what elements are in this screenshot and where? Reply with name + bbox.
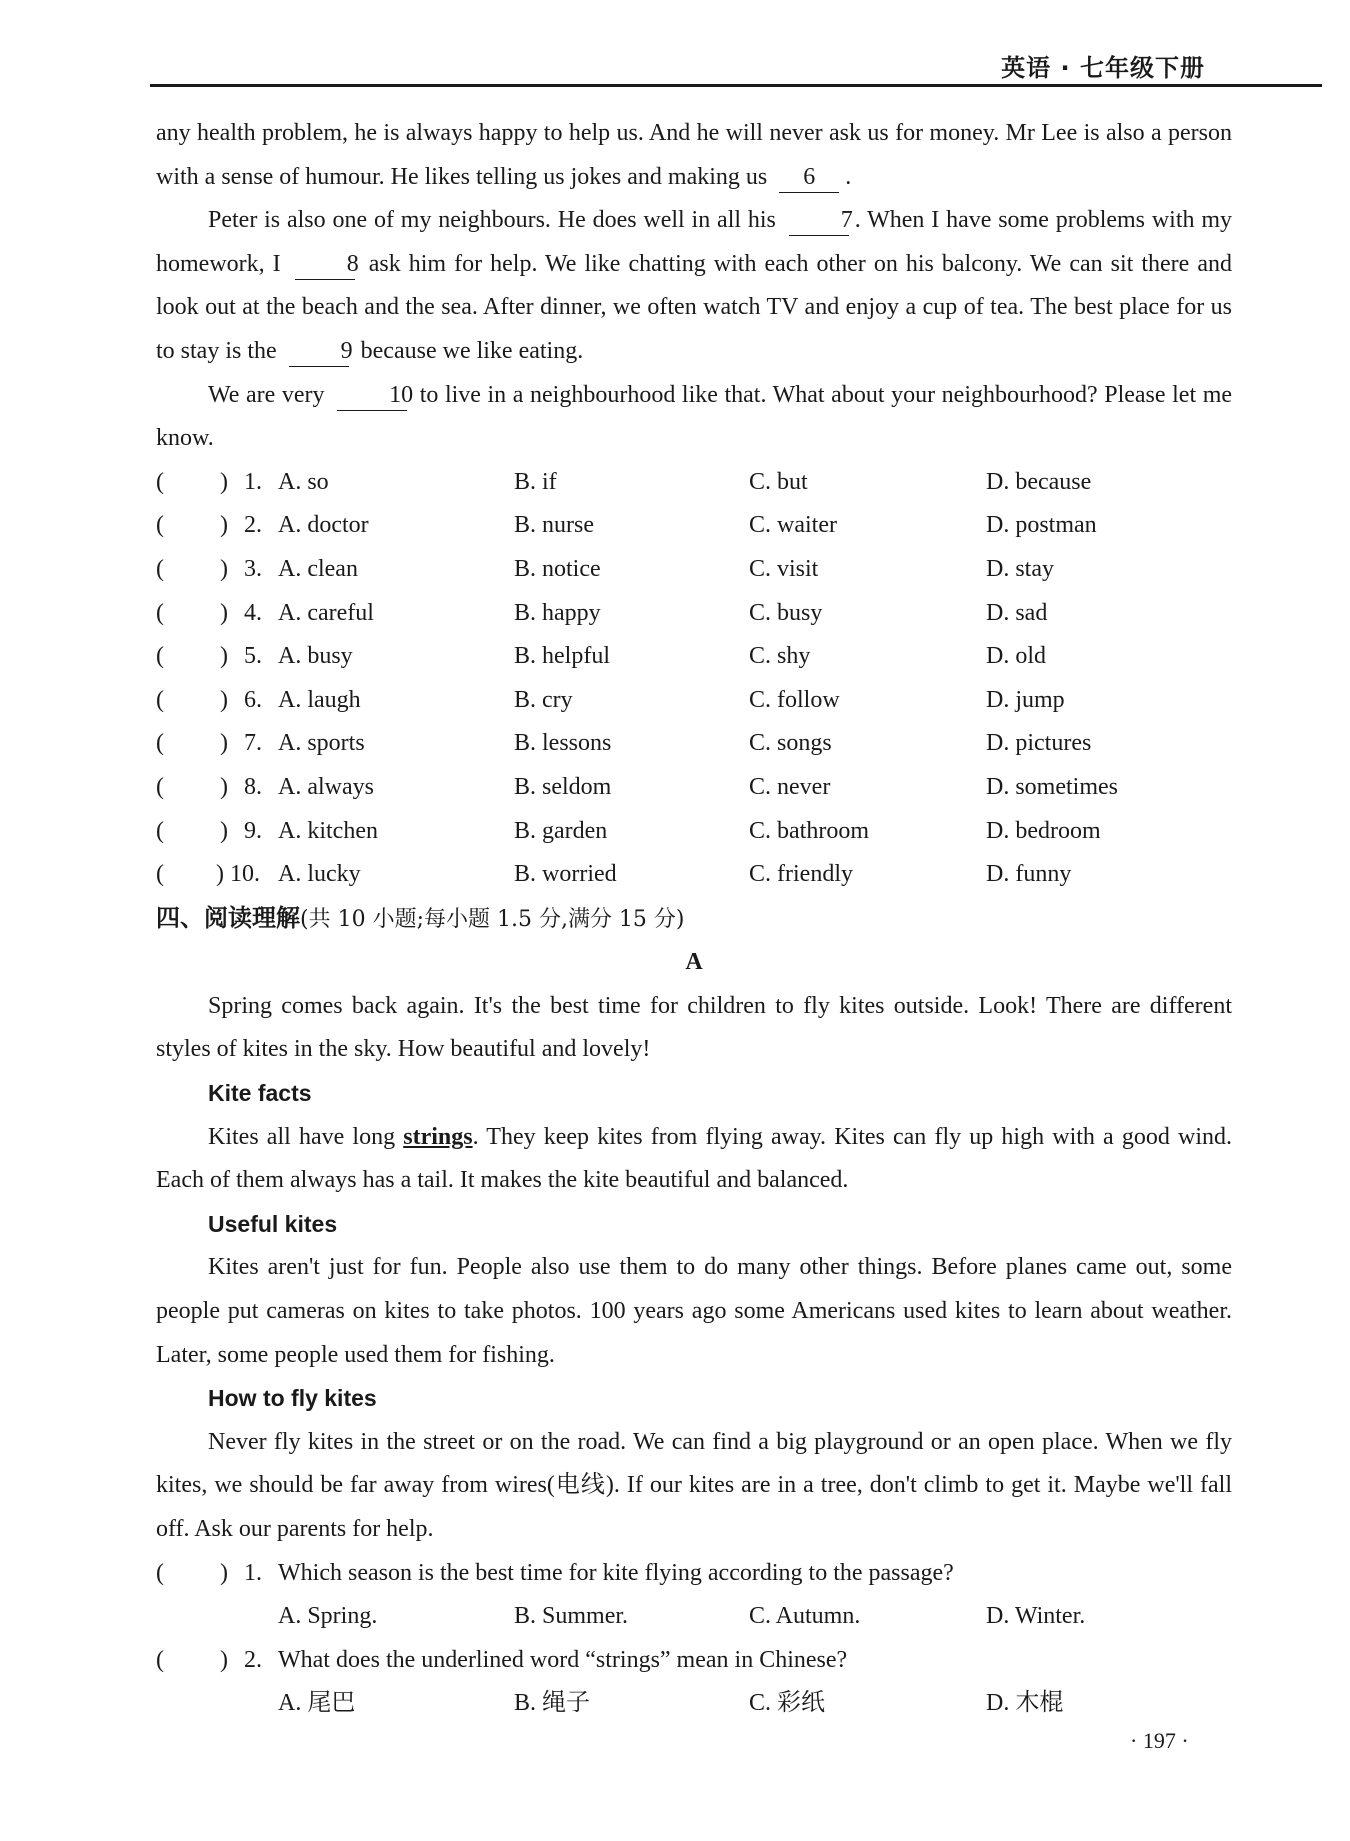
- answer-paren-left: (: [156, 730, 164, 757]
- option-d: D. because: [986, 468, 1092, 495]
- passage-intro: Spring comes back again. It's the best time for children to fly kites outside. Look! There are different styles of kites in the sky. How beautiful and lovely!: [156, 992, 1232, 1063]
- blank-10: 10: [337, 380, 407, 411]
- question-text: Which season is the best time for kite flying according to the passage?: [278, 1559, 954, 1586]
- text-span: .: [845, 163, 852, 190]
- option-b: B. Summer.: [514, 1603, 629, 1630]
- option-a: A. careful: [278, 599, 374, 626]
- option-a: A. clean: [278, 555, 358, 582]
- underlined-word: strings: [403, 1123, 473, 1150]
- reading-question-2: [156, 1639, 1232, 1683]
- answer-paren-left: (: [156, 468, 164, 495]
- blank-9: 9: [289, 336, 349, 367]
- cloze-question-4: [156, 592, 1232, 636]
- option-d: D. sad: [986, 599, 1048, 626]
- text-span: any health problem, he is always happy to help us. And he will never ask us for money. Mr Lee is also a person with a sense of humour. He likes telling us jokes and making us: [156, 120, 1232, 190]
- text-span: Kites all have long: [208, 1123, 396, 1150]
- cloze-question-8: [156, 766, 1232, 810]
- answer-paren-right: ): [220, 730, 228, 757]
- option-d: D. pictures: [986, 730, 1092, 757]
- section-subtitle: (共 10 小题;每小题 1.5 分,满分 15 分): [300, 906, 685, 932]
- option-c: C. busy: [749, 599, 823, 626]
- answer-paren-right: ): [220, 555, 228, 582]
- option-b: B. nurse: [514, 512, 594, 539]
- answer-paren-left: (: [156, 817, 164, 844]
- option-a: A. so: [278, 468, 329, 495]
- question-number: 2.: [244, 512, 262, 539]
- page-header: [0, 0, 1350, 95]
- answer-paren-left: (: [156, 686, 164, 713]
- option-b: B. if: [514, 468, 557, 495]
- question-number: 7.: [244, 730, 262, 757]
- paragraph-kite-facts: [156, 1116, 1232, 1203]
- text-span: . They keep kites from flying away. Kites can fly up high with a good wind. Each of them always has a tail. It makes the kite beautiful and balanced.: [156, 1123, 1233, 1194]
- option-c: C. follow: [749, 686, 840, 713]
- cloze-options: [156, 461, 1232, 897]
- passage-paragraph-3: [156, 374, 1232, 461]
- question-number: 5.: [244, 643, 262, 670]
- option-a: A. sports: [278, 730, 365, 757]
- subheading-useful-kites: Useful kites: [208, 1210, 338, 1237]
- option-a: A. busy: [278, 643, 353, 670]
- option-a: A. lucky: [278, 861, 361, 888]
- cloze-question-9: [156, 810, 1232, 854]
- option-a: A. 尾巴: [278, 1690, 356, 1717]
- answer-paren-right: ): [216, 861, 224, 888]
- option-b: B. cry: [514, 686, 573, 713]
- answer-paren-right: ): [220, 686, 228, 713]
- cloze-question-2: [156, 504, 1232, 548]
- question-number: 1.: [244, 468, 262, 495]
- option-c: C. bathroom: [749, 817, 869, 844]
- reading-question-1-options: [156, 1595, 1232, 1639]
- blank-6: 6: [779, 162, 839, 193]
- text-span: because we like eating.: [360, 337, 584, 364]
- text-span: We are very: [208, 381, 325, 408]
- option-a: A. Spring.: [278, 1603, 378, 1630]
- section-title: 四、阅读理解: [156, 903, 300, 932]
- section-heading: [156, 897, 1232, 942]
- option-b: B. happy: [514, 599, 601, 626]
- option-c: C. never: [749, 773, 831, 800]
- answer-paren-left: (: [156, 1559, 164, 1586]
- subheading-kite-facts: Kite facts: [208, 1080, 312, 1107]
- text-span: to live in a neighbourhood like that. What about your neighbourhood? Please let me know.: [156, 381, 1233, 452]
- option-d: D. postman: [986, 512, 1097, 539]
- question-number: 6.: [244, 686, 262, 713]
- cloze-question-3: [156, 548, 1232, 592]
- book-title: 英语 · 七年级下册: [1001, 54, 1205, 82]
- answer-paren-right: ): [220, 643, 228, 670]
- cloze-question-7: [156, 722, 1232, 766]
- option-b: B. garden: [514, 817, 608, 844]
- option-d: D. funny: [986, 861, 1072, 888]
- answer-paren-right: ): [220, 599, 228, 626]
- answer-paren-right: ): [220, 1646, 228, 1673]
- answer-paren-left: (: [156, 555, 164, 582]
- option-a: A. kitchen: [278, 817, 378, 844]
- header-rule: [150, 84, 1322, 87]
- option-c: C. visit: [749, 555, 819, 582]
- option-b: B. 绳子: [514, 1690, 591, 1717]
- page-number: · 197 ·: [1130, 1728, 1189, 1753]
- blank-8: 8: [295, 249, 355, 280]
- answer-paren-right: ): [220, 468, 228, 495]
- question-number: 9.: [244, 817, 262, 844]
- answer-paren-left: (: [156, 643, 164, 670]
- reading-question-2-options: [156, 1682, 1232, 1726]
- option-d: D. jump: [986, 686, 1065, 713]
- text-span: ask him for help. We like chatting with each other on his balcony. We can sit there and look out at the beach and the sea. After dinner, we often watch TV and enjoy a cup of tea. The best place for us to stay is the: [156, 250, 1232, 364]
- question-number: 2.: [244, 1646, 262, 1673]
- text-span: . When I have some problems with my homework, I: [156, 207, 1233, 277]
- cloze-question-5: [156, 635, 1232, 679]
- option-a: A. doctor: [278, 512, 369, 539]
- passage-label: A: [685, 949, 703, 976]
- option-a: A. always: [278, 773, 374, 800]
- option-d: D. Winter.: [986, 1603, 1086, 1630]
- answer-paren-right: ): [220, 1559, 228, 1586]
- answer-paren-right: ): [220, 773, 228, 800]
- option-b: B. lessons: [514, 730, 612, 757]
- answer-paren-right: ): [220, 817, 228, 844]
- paragraph-useful-kites: Kites aren't just for fun. People also use them to do many other things. Before planes came out, some people put cameras on kites to take photos. 100 years ago some Americans used kites to learn about weather. Later, some people used them for fishing.: [156, 1254, 1232, 1368]
- answer-paren-right: ): [220, 512, 228, 539]
- question-text: What does the underlined word “strings” mean in Chinese?: [278, 1646, 848, 1673]
- passage-paragraph-2: [156, 199, 1232, 373]
- option-d: D. bedroom: [986, 817, 1101, 844]
- answer-paren-left: (: [156, 1646, 164, 1673]
- option-b: B. seldom: [514, 773, 612, 800]
- option-c: C. 彩纸: [749, 1690, 826, 1717]
- option-c: C. songs: [749, 730, 832, 757]
- subheading-how-to-fly: How to fly kites: [208, 1385, 377, 1412]
- page-content: [156, 112, 1232, 1726]
- option-b: B. worried: [514, 861, 617, 888]
- option-c: C. friendly: [749, 861, 853, 888]
- cloze-question-1: [156, 461, 1232, 505]
- question-number: 10.: [230, 861, 260, 888]
- option-c: C. waiter: [749, 512, 837, 539]
- option-d: D. old: [986, 643, 1046, 670]
- text-span: Peter is also one of my neighbours. He does well in all his: [208, 207, 776, 234]
- cloze-question-10: [156, 853, 1232, 897]
- option-c: C. Autumn.: [749, 1603, 861, 1630]
- cloze-question-6: [156, 679, 1232, 723]
- paragraph-how-to-fly: Never fly kites in the street or on the road. We can find a big playground or an open place. When we fly kites, we should be far away from wires(电线). If our kites are in a tree, don't climb to get it. Maybe we'll fall off. Ask our parents for help.: [156, 1428, 1232, 1542]
- option-a: A. laugh: [278, 686, 361, 713]
- blank-7: 7: [789, 205, 849, 236]
- reading-question-1: [156, 1552, 1232, 1596]
- option-d: D. stay: [986, 555, 1054, 582]
- question-number: 4.: [244, 599, 262, 626]
- answer-paren-left: (: [156, 773, 164, 800]
- option-c: C. shy: [749, 643, 811, 670]
- question-number: 3.: [244, 555, 262, 582]
- answer-paren-left: (: [156, 599, 164, 626]
- option-d: D. 木棍: [986, 1690, 1064, 1717]
- answer-paren-left: (: [156, 512, 164, 539]
- option-b: B. helpful: [514, 643, 610, 670]
- option-b: B. notice: [514, 555, 601, 582]
- passage-paragraph-1: [156, 112, 1232, 199]
- question-number: 8.: [244, 773, 262, 800]
- option-c: C. but: [749, 468, 808, 495]
- option-d: D. sometimes: [986, 773, 1118, 800]
- answer-paren-left: (: [156, 861, 164, 888]
- question-number: 1.: [244, 1559, 262, 1586]
